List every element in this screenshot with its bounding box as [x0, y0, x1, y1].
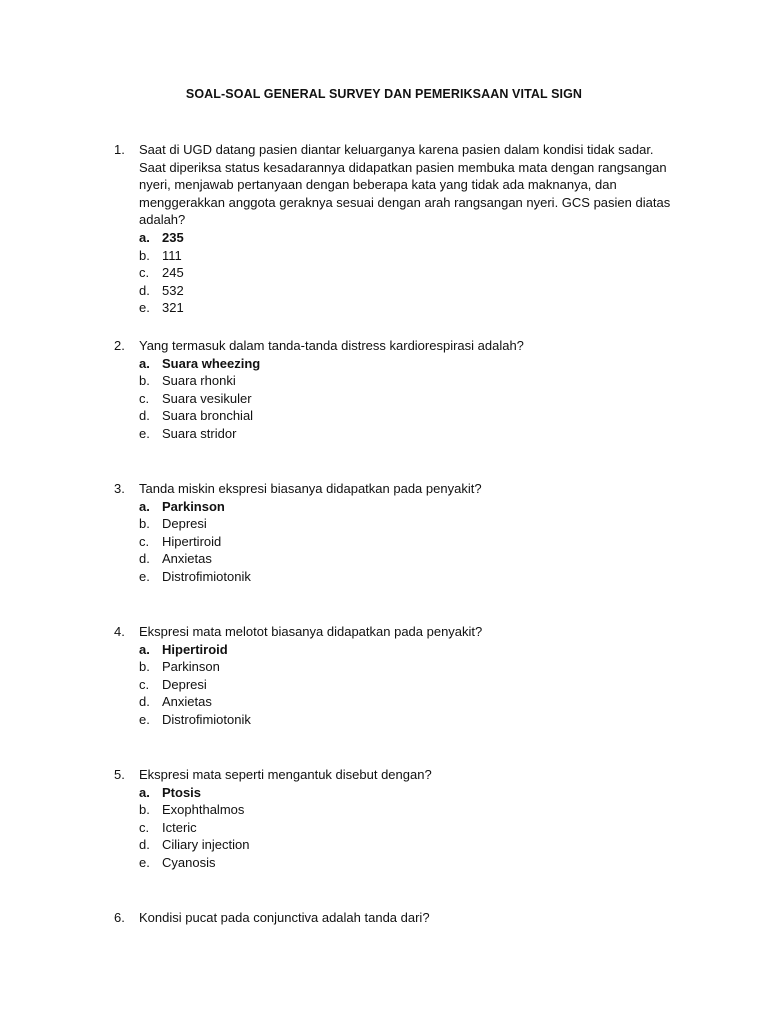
option-text: Anxietas	[162, 694, 212, 710]
question-4	[114, 623, 674, 729]
answer-option-e	[139, 854, 674, 872]
option-letter: d.	[139, 408, 150, 424]
option-text: Ptosis	[162, 784, 202, 800]
option-letter: a.	[139, 498, 150, 514]
answer-option-b	[139, 658, 674, 676]
option-letter: e.	[139, 568, 150, 584]
option-text: Hipertiroid	[162, 533, 222, 549]
option-text: Suara stridor	[162, 425, 237, 441]
question-text: Kondisi pucat pada conjunctiva adalah tanda dari?	[139, 910, 430, 925]
question-text: Tanda miskin ekspresi biasanya didapatkan pada penyakit?	[139, 481, 482, 496]
question-number: 1.	[114, 142, 125, 157]
answer-option-c	[139, 533, 674, 551]
question-stem	[114, 623, 674, 641]
option-letter: e.	[139, 425, 150, 441]
option-letter: e.	[139, 300, 150, 316]
option-text: Depresi	[162, 516, 207, 532]
option-letter: c.	[139, 533, 150, 549]
answer-option-a	[139, 784, 674, 802]
option-text: Exophthalmos	[162, 802, 245, 818]
answer-options	[114, 641, 674, 729]
question-3	[114, 480, 674, 586]
option-letter: d.	[139, 694, 150, 710]
option-letter: a.	[139, 229, 150, 245]
option-text: Anxietas	[162, 551, 212, 567]
option-text: Suara rhonki	[162, 373, 236, 389]
answer-option-b	[139, 372, 674, 390]
answer-option-d	[139, 282, 674, 300]
option-text: 532	[162, 282, 184, 298]
option-letter: c.	[139, 390, 150, 406]
option-text: 321	[162, 300, 184, 316]
answer-option-c	[139, 264, 674, 282]
option-letter: b.	[139, 802, 150, 818]
option-letter: d.	[139, 282, 150, 298]
option-text: Cyanosis	[162, 854, 216, 870]
question-text: Yang termasuk dalam tanda-tanda distress kardiorespirasi adalah?	[139, 338, 524, 353]
answer-option-b	[139, 801, 674, 819]
answer-option-b	[139, 247, 674, 265]
question-2	[114, 337, 674, 443]
option-text: Suara wheezing	[162, 355, 261, 371]
question-text: Ekspresi mata melotot biasanya didapatkan pada penyakit?	[139, 624, 483, 639]
question-number: 6.	[114, 910, 125, 925]
answer-option-a	[139, 498, 674, 516]
question-stem	[114, 337, 674, 355]
answer-option-a	[139, 355, 674, 373]
answer-option-a	[139, 229, 674, 247]
option-letter: b.	[139, 659, 150, 675]
answer-options	[114, 498, 674, 586]
question-1	[114, 141, 674, 317]
question-6	[114, 909, 674, 927]
question-5	[114, 766, 674, 872]
option-letter: c.	[139, 265, 150, 281]
answer-option-a	[139, 641, 674, 659]
question-text: Saat di UGD datang pasien diantar keluarganya karena pasien dalam kondisi tidak sadar. Saat diperiksa status kesadarannya didapatkan pasien membuka mata dengan rangsangan nyeri, menjawab pertanyaan dengan beberapa kata yang tidak ada maknanya, dan menggerakkan anggota geraknya sesuai dengan arah rangsangan nyeri. GCS pasien diatas adalah?	[139, 142, 671, 228]
question-stem	[114, 909, 674, 927]
option-letter: b.	[139, 247, 150, 263]
option-text: Suara bronchial	[162, 408, 254, 424]
option-text: Parkinson	[162, 659, 220, 675]
question-text: Ekspresi mata seperti mengantuk disebut dengan?	[139, 767, 432, 782]
option-letter: c.	[139, 819, 150, 835]
option-text: 235	[162, 229, 184, 245]
option-letter: a.	[139, 641, 150, 657]
answer-option-c	[139, 676, 674, 694]
answer-option-d	[139, 693, 674, 711]
option-letter: d.	[139, 551, 150, 567]
option-letter: c.	[139, 676, 150, 692]
option-text: Suara vesikuler	[162, 390, 252, 406]
question-number: 5.	[114, 767, 125, 782]
option-text: Icteric	[162, 819, 197, 835]
question-stem	[114, 766, 674, 784]
option-letter: a.	[139, 355, 150, 371]
question-stem	[114, 480, 674, 498]
document-title: SOAL-SOAL GENERAL SURVEY DAN PEMERIKSAAN VITAL SIGN	[185, 87, 583, 101]
question-stem	[114, 141, 674, 229]
question-number: 3.	[114, 481, 125, 496]
option-letter: b.	[139, 373, 150, 389]
answer-option-d	[139, 550, 674, 568]
answer-option-b	[139, 515, 674, 533]
option-text: 111	[162, 247, 182, 263]
option-letter: e.	[139, 711, 150, 727]
answer-options	[114, 229, 674, 317]
option-letter: a.	[139, 784, 150, 800]
answer-option-c	[139, 819, 674, 837]
option-text: Parkinson	[162, 498, 225, 514]
option-letter: e.	[139, 854, 150, 870]
answer-option-c	[139, 390, 674, 408]
answer-option-e	[139, 299, 674, 317]
answer-option-e	[139, 711, 674, 729]
option-text: Distrofimiotonik	[162, 568, 251, 584]
option-letter: b.	[139, 516, 150, 532]
option-text: Distrofimiotonik	[162, 711, 251, 727]
option-text: Ciliary injection	[162, 837, 250, 853]
option-text: 245	[162, 265, 184, 281]
question-number: 2.	[114, 338, 125, 353]
option-letter: d.	[139, 837, 150, 853]
question-number: 4.	[114, 624, 125, 639]
answer-option-d	[139, 836, 674, 854]
option-text: Hipertiroid	[162, 641, 228, 657]
answer-options	[114, 784, 674, 872]
answer-option-e	[139, 568, 674, 586]
option-text: Depresi	[162, 676, 207, 692]
answer-option-e	[139, 425, 674, 443]
answer-option-d	[139, 407, 674, 425]
answer-options	[114, 355, 674, 443]
